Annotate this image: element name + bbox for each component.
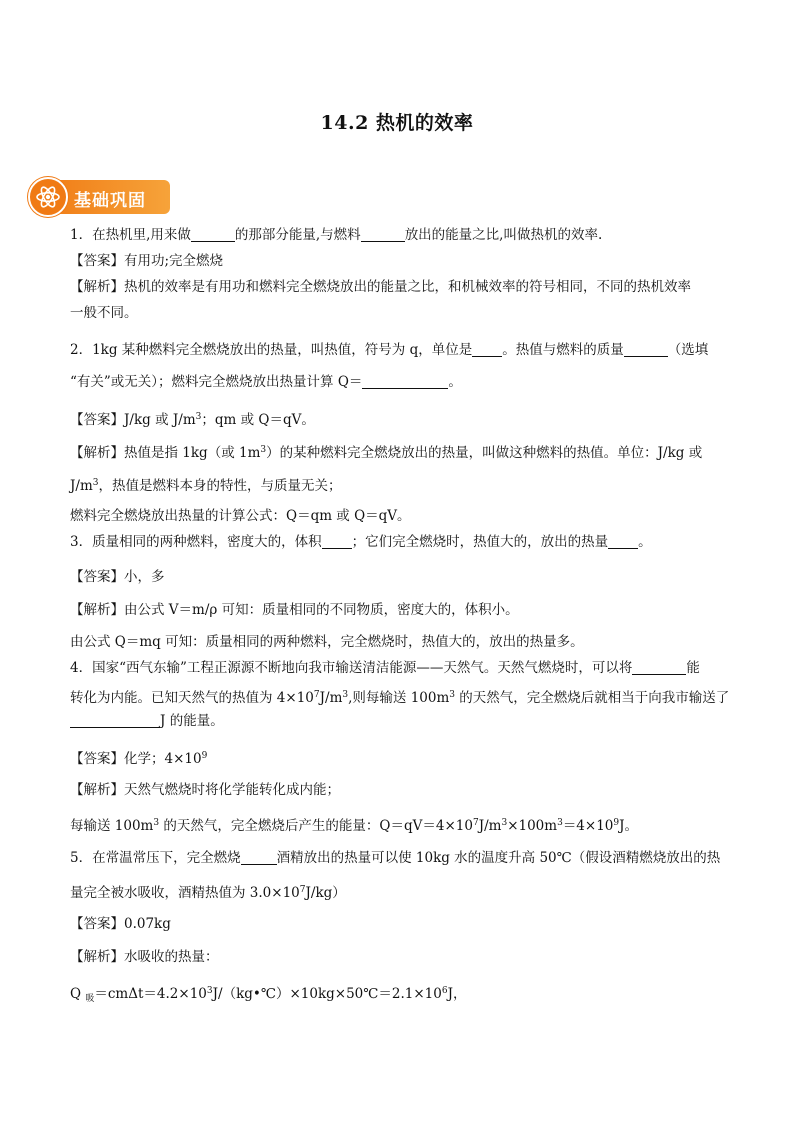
q4-sup-2: 3 — [342, 690, 349, 700]
q3-analysis-line1: 【解析】由公式 V＝m/ρ 可知：质量相同的不同物质，密度大的，体积小。 — [70, 602, 519, 618]
q2-text-e: 。 — [448, 374, 462, 390]
q3-text-a: 3．质量相同的两种燃料，密度大的，体积 — [70, 534, 322, 550]
q4-analysis-2c: J/m — [478, 818, 502, 834]
q4-analysis-2f: J。 — [619, 818, 639, 834]
q2-answer-a: 【答案】J/kg 或 J/m — [70, 412, 196, 428]
q2-analysis-2a: J/m — [70, 478, 93, 494]
q2-blank-3 — [362, 374, 448, 389]
q5-formula — [70, 982, 466, 1008]
q5-analysis-line1: 【解析】水吸收的热量： — [70, 949, 219, 965]
q2-analysis-line2 — [70, 474, 342, 495]
q1-blank-1 — [191, 227, 235, 242]
q4-analysis-2a: 每输送 100m — [70, 818, 154, 834]
q2-analysis-line3: 燃料完全燃烧放出热量的计算公式：Q＝qm 或 Q＝qV。 — [70, 508, 411, 524]
q4-blank-2 — [70, 713, 160, 728]
q2-blank-2 — [624, 342, 668, 357]
q1-blank-2 — [361, 227, 405, 242]
q1-stem — [70, 226, 602, 244]
q4-text-c4: 的天然气，完全燃烧后就相当于向我市输送了 — [455, 690, 730, 706]
q3-blank-2 — [608, 534, 638, 549]
q5-formula-sup2: 6 — [441, 986, 448, 996]
q5-answer: 【答案】0.07kg — [70, 916, 171, 932]
q1-analysis-line1: 【解析】热机的效率是有用功和燃料完全燃烧放出的能量之比，和机械效率的符号相同，不同的热机效率 — [70, 279, 691, 295]
q4-analysis-line1: 【解析】天然气燃烧时将化学能转化成内能； — [70, 782, 340, 798]
q4-analysis-sup4: 3 — [557, 818, 563, 828]
q1-text-a: 1．在热机里,用来做 — [70, 227, 191, 243]
q2-stem-line1 — [70, 341, 708, 359]
q2-analysis-2b: ，热值是燃料本身的特性，与质量无关； — [98, 478, 342, 494]
q3-analysis-line2: 由公式 Q＝mq 可知：质量相同的两种燃料，完全燃烧时，热值大的，放出的热量多。 — [70, 634, 584, 650]
q4-answer — [70, 747, 207, 768]
q4-analysis-sup1: 3 — [153, 818, 160, 828]
q2-text-c: （选填 — [667, 342, 709, 358]
q4-blank-1 — [632, 660, 686, 675]
q4-text-c1: 转化为内能。已知天然气的热值为 4×10 — [70, 690, 314, 706]
q4-answer-a: 【答案】化学；4×10 — [70, 751, 202, 767]
q4-analysis-sup5: 9 — [613, 818, 620, 828]
q4-text-d: J 的能量。 — [160, 713, 224, 729]
q4-answer-sup: 9 — [201, 751, 208, 761]
q5-formula-sup1: 3 — [206, 986, 213, 996]
section-banner — [28, 177, 170, 217]
q5-text-a: 5．在常温常压下，完全燃烧 — [70, 850, 241, 866]
q2-text-b: 。热值与燃料的质量 — [502, 342, 624, 358]
q4-text-c3: ,则每输送 100m — [348, 690, 450, 706]
q5-text-c1: 量完全被水吸收，酒精热值为 3.0×10 — [70, 885, 300, 901]
q2-analysis-1a: 【解析】热值是指 1kg（或 1m — [70, 445, 261, 461]
q2-analysis-line1 — [70, 441, 702, 462]
q2-text-a: 2．1kg 某种燃料完全燃烧放出的热量，叫热值，符号为 q，单位是 — [70, 342, 473, 358]
q2-analysis-1b: ）的某种燃料完全燃烧放出的热量，叫做这种燃料的热值。单位：J/kg 或 — [266, 445, 703, 461]
q4-text-b: 能 — [686, 660, 700, 676]
q5-blank-1 — [241, 850, 277, 865]
q3-text-c: 。 — [638, 534, 652, 550]
q5-formula-a: Q — [70, 986, 86, 1002]
q4-stem-line3 — [70, 712, 224, 730]
q3-text-b: ；它们完全燃烧时，热值大的，放出的热量 — [351, 534, 609, 550]
q5-formula-b: ＝cmΔt＝4.2×10 — [94, 986, 207, 1002]
q5-sup-1: 7 — [299, 885, 306, 895]
q1-analysis-line2: 一般不同。 — [70, 305, 138, 321]
q3-blank-1 — [322, 534, 352, 549]
q1-text-b: 的那部分能量,与燃料 — [234, 227, 361, 243]
atom-icon — [28, 177, 68, 217]
q3-stem — [70, 533, 652, 551]
q5-stem-line2 — [70, 881, 346, 902]
q5-formula-c: J/（kg•℃）×10kg×50℃＝2.1×10 — [212, 986, 442, 1002]
q2-blank-1 — [472, 342, 502, 357]
q2-analysis-1sup: 3 — [260, 445, 267, 455]
q5-formula-d: J， — [447, 986, 467, 1002]
q4-analysis-2d: ×100m — [507, 818, 558, 834]
q4-sup-1: 7 — [313, 690, 320, 700]
q1-text-c: 放出的能量之比,叫做热机的效率. — [404, 227, 603, 243]
q4-stem-line2 — [70, 686, 729, 707]
q4-analysis-2e: ＝4×10 — [562, 818, 614, 834]
q4-text-c2: J/m — [319, 690, 343, 706]
q2-analysis-2sup: 3 — [92, 478, 99, 488]
page-title: 14.2 热机的效率 — [320, 112, 474, 134]
q2-stem-line2 — [70, 373, 462, 391]
q4-sup-3: 3 — [449, 690, 455, 700]
q3-answer: 【答案】小，多 — [70, 569, 165, 585]
q4-analysis-sup2: 7 — [472, 818, 479, 828]
q4-analysis-sup3: 3 — [501, 818, 508, 828]
q5-stem-line1 — [70, 849, 720, 867]
q2-answer — [70, 408, 315, 429]
q2-answer-sup: 3 — [195, 412, 202, 422]
q2-text-d: “有关”或无关）；燃料完全燃烧放出热量计算 Q＝ — [70, 374, 363, 390]
q5-formula-sub: 吸 — [85, 994, 95, 1004]
q4-text-a: 4．国家“西气东输”工程正源源不断地向我市输送清洁能源——天然气。天然气燃烧时，可以将 — [70, 660, 633, 676]
q4-analysis-line2 — [70, 814, 638, 835]
q4-analysis-2b: 的天然气，完全燃烧后产生的能量：Q＝qV＝4×10 — [159, 818, 473, 834]
q5-text-b: 酒精放出的热量可以使 10kg 水的温度升高 50℃（假设酒精燃烧放出的热 — [276, 850, 721, 866]
q1-answer: 【答案】有用功;完全燃烧 — [70, 253, 224, 269]
section-label: 基础巩固 — [74, 191, 146, 211]
q5-text-c2: J/kg） — [305, 885, 346, 901]
q2-answer-b: ；qm 或 Q＝qV。 — [201, 412, 315, 428]
q4-stem-line1 — [70, 659, 700, 677]
